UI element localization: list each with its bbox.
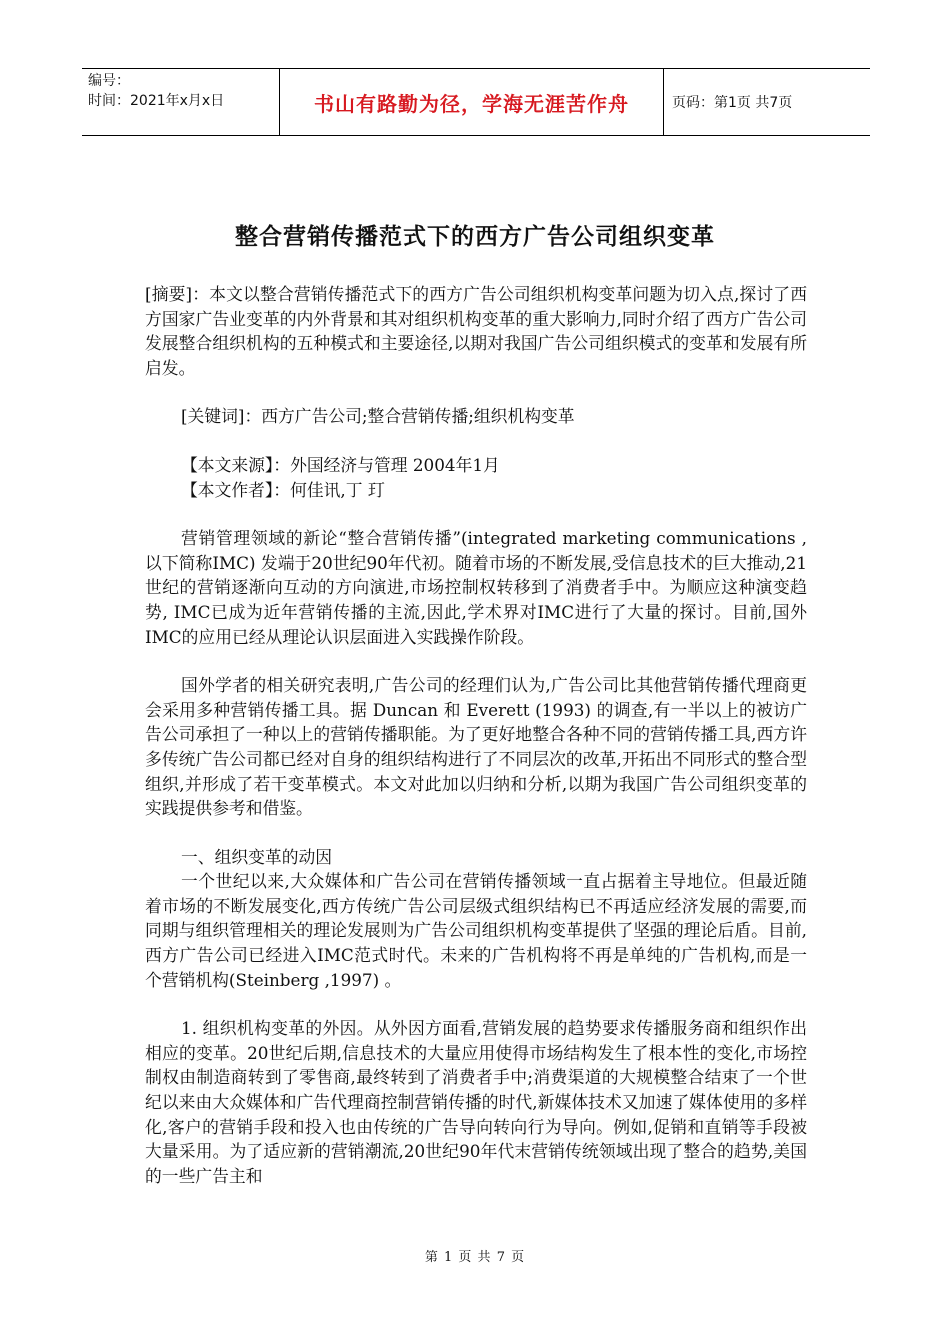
keywords-line: [关键词]：西方广告公司;整合营销传播;组织机构变革 — [181, 406, 575, 427]
page-footer: 第 1 页 共 7 页 — [424, 1250, 526, 1265]
body-paragraph-2: 国外学者的相关研究表明,广告公司的经理们认为,广告公司比其他营销传播代理商更会采用多种营销传播工具。据 Duncan 和 Everett (1993) 的调查,有一半以上的被访广告公司承担了一种以上的营销传播职能。为了更好地整合各种不同的营销传播工具,西方许多传统广告公司都已经对自身的组织结构进行了不同层次的改革,开拓出不同形式的整合型组织,并形成了若干变革模式。本文对此加以归纳和分析,以期为我国广告公司组织变革的实践提供参考和借鉴。 — [145, 675, 807, 819]
abstract-paragraph: [摘要]：本文以整合营销传播范式下的西方广告公司组织机构变革问题为切入点,探讨了西方国家广告业变革的内外背景和其对组织机构变革的重大影响力,同时介绍了西方广告公司发展整合组织机构的五种模式和主要途径,以期对我国广告公司组织模式的变革和发展有所启发。 — [145, 284, 807, 378]
body-paragraph-1: 营销管理领域的新论“整合营销传播”(integrated marketing communications ,以下简称IMC) 发端于20世纪90年代初。随着市场的不断发展,受信息技术的巨大推动,21世纪的营销逐渐向互动的方向演进,市场控制权转移到了消费者手中。为顺应这种演变趋势, IMC已成为近年营销传播的主流,因此,学术界对IMC进行了大量的探讨。目前,国外IMC的应用已经从理论认识层面进入实践操作阶段。 — [145, 528, 807, 647]
header-serial: 编号： — [88, 73, 130, 89]
section-heading-1: 一、组织变革的动因 — [181, 846, 333, 867]
header-motto: 书山有路勤为径，学海无涯苦作舟 — [280, 69, 664, 135]
source-line: 【本文来源】：外国经济与管理 2004年1月 — [181, 454, 500, 475]
header-date: 时间：2021年x月x日 — [88, 93, 225, 109]
header-page-code: 页码：第1页 共7页 — [672, 95, 793, 111]
authors-line: 【本文作者】：何佳讯,丁 玎 — [181, 479, 385, 500]
page-header — [82, 68, 870, 136]
body-paragraph-4: 1. 组织机构变革的外因。从外因方面看,营销发展的趋势要求传播服务商和组织作出相应的变革。20世纪后期,信息技术的大量应用使得市场结构发生了根本性的变化,市场控制权由制造商转到了零售商,最终转到了消费者手中;消费渠道的大规模整合结束了一个世纪以来由大众媒体和广告代理商控制营销传播的时代,新媒体技术又加速了媒体使用的多样化,客户的营销手段和投入也由传统的广告导向转向行为导向。例如,促销和直销等手段被大量采用。为了适应新的营销潮流,20世纪90年代末营销传统领域出现了整合的趋势,美国的一些广告主和 — [145, 1018, 807, 1186]
document-body — [145, 282, 807, 1188]
body-paragraph-3: 一个世纪以来,大众媒体和广告公司在营销传播领域一直占据着主导地位。但最近随着市场的不断发展变化,西方传统广告公司层级式组织结构已不再适应经济发展的需要,而同期与组织管理相关的理论发展则为广告公司组织机构变革提供了坚强的理论后盾。目前,西方广告公司已经进入IMC范式时代。未来的广告机构将不再是单纯的广告机构,而是一个营销机构(Steinberg ,1997) 。 — [145, 871, 807, 990]
header-meta — [82, 69, 280, 135]
document-title: 整合营销传播范式下的西方广告公司组织变革 — [235, 224, 715, 250]
